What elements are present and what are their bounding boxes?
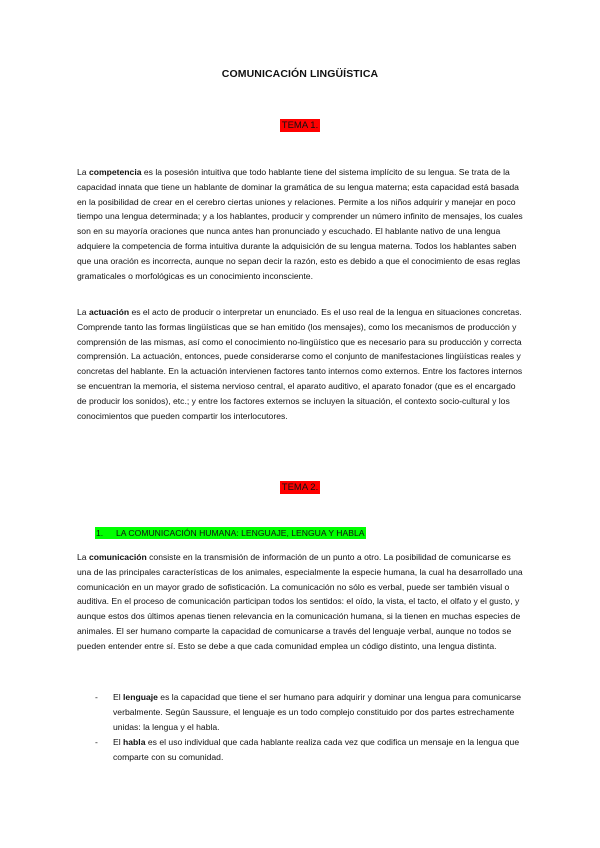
document-title: COMUNICACIÓN LINGÜÍSTICA xyxy=(221,68,379,80)
bullet-dash: - xyxy=(95,692,98,702)
tema-1-label: TEMA 1. xyxy=(281,120,319,131)
term-habla: habla xyxy=(123,737,146,747)
para-lead: La xyxy=(77,167,89,177)
section-heading-number: 1. xyxy=(96,528,104,538)
bullet-dash: - xyxy=(95,737,98,747)
para-text: es el acto de producir o interpretar un enunciado. Es el uso real de la lengua en situaciones concretas. Comprende tanto las formas lingüísticas que se han emitido (los mensajes), como los mecanismos de producción y comprensión de las mismas, así como el conocimiento no-lingüístico que es necesario para su producción y correcta comprensión. La actuación, entonces, puede considerarse como el conjunto de manifestaciones lingüísticas reales y concretas del hablante. En la actuación intervienen factores tanto internos como externos. Entre los factores internos se encuentran la memoria, el sistema nervioso central, el aparato auditivo, el aparato fonador (que es el encargado de producir los sonidos), etc.; y entre los factores externos se incluyen la situación, el contexto socio-cultural y los conocimientos que pueden compartir los interlocutores. xyxy=(77,307,523,421)
para-lead: El xyxy=(113,737,124,747)
section-heading-text: LA COMUNICACIÓN HUMANA: LENGUAJE, LENGUA Y HABLA xyxy=(116,528,365,538)
para-text: es la capacidad que tiene el ser humano para adquirir y dominar una lengua para comunicarse verbalmente. Según Saussure, el lenguaje es un todo complejo constituido por dos partes estrechamente unidas: la lengua y el habla. xyxy=(113,692,521,732)
term-lenguaje: lenguaje xyxy=(123,692,158,702)
para-lead: El xyxy=(113,692,124,702)
tema-2-label: TEMA 2. xyxy=(281,482,319,493)
section-heading xyxy=(95,528,366,538)
list-item-text xyxy=(113,735,525,765)
paragraph-comunicacion xyxy=(77,550,523,654)
paragraph-competencia xyxy=(77,165,523,283)
term-actuacion: actuación xyxy=(88,307,130,317)
para-lead: La xyxy=(77,552,89,562)
paragraph-actuacion xyxy=(77,305,523,423)
tema-2-label-row xyxy=(0,482,600,493)
section-heading-highlight xyxy=(95,527,366,539)
para-text: consiste en la transmisión de información de un punto a otro. La posibilidad de comunicarse es una de las principales características de los animales, especialmente la especie humana, la cual ha desarrollado una comunicación en un mayor grado de sofisticación. La comunicación no sólo es verbal, puede ser también visual o auditiva. En el proceso de comunicación participan todos los sentidos: el oído, la vista, el tacto, el olfato y el gusto, y aunque estos dos últimos apenas tienen relevancia en la comunicación humana, si la tienen en muchas especies de animales. El ser humano comparte la capacidad de comunicarse a través del lenguaje verbal, aunque no todos se pueden entender entre sí. Esto se debe a que cada comunidad emplea un código distinto, una lengua distinta. xyxy=(77,552,523,651)
para-lead: La xyxy=(77,307,89,317)
term-comunicacion: comunicación xyxy=(88,552,147,562)
tema-1-label-row xyxy=(0,120,600,131)
list-item-text xyxy=(113,690,525,734)
para-text: es el uso individual que cada hablante realiza cada vez que codifica un mensaje en la lengua que comparte con su comunidad. xyxy=(113,737,520,762)
term-competencia: competencia xyxy=(88,167,142,177)
para-text: es la posesión intuitiva que todo hablante tiene del sistema implícito de su lengua. Se trata de la capacidad innata que tiene un hablante de dominar la gramática de su lengua materna; esta capacidad está basada en la posibilidad de crear en el cerebro ciertas uniones y relaciones. Permite a los niños adquirir y manejar en poco tiempo una lengua determinada; y a los hablantes, producir y comprender un número infinito de mensajes, los cuales son en su mayoría oraciones que nunca antes han pronunciado y escuchado. El hablante nativo de una lengua adquiere la competencia de forma intuitiva durante la adquisición de su lengua materna. Todos los hablantes saben que una oración es incorrecta, aunque no sepan decir la razón, esto es debido a que el conocimiento de esas reglas gramaticales o morfológicas es un conocimiento inconsciente. xyxy=(77,167,523,281)
